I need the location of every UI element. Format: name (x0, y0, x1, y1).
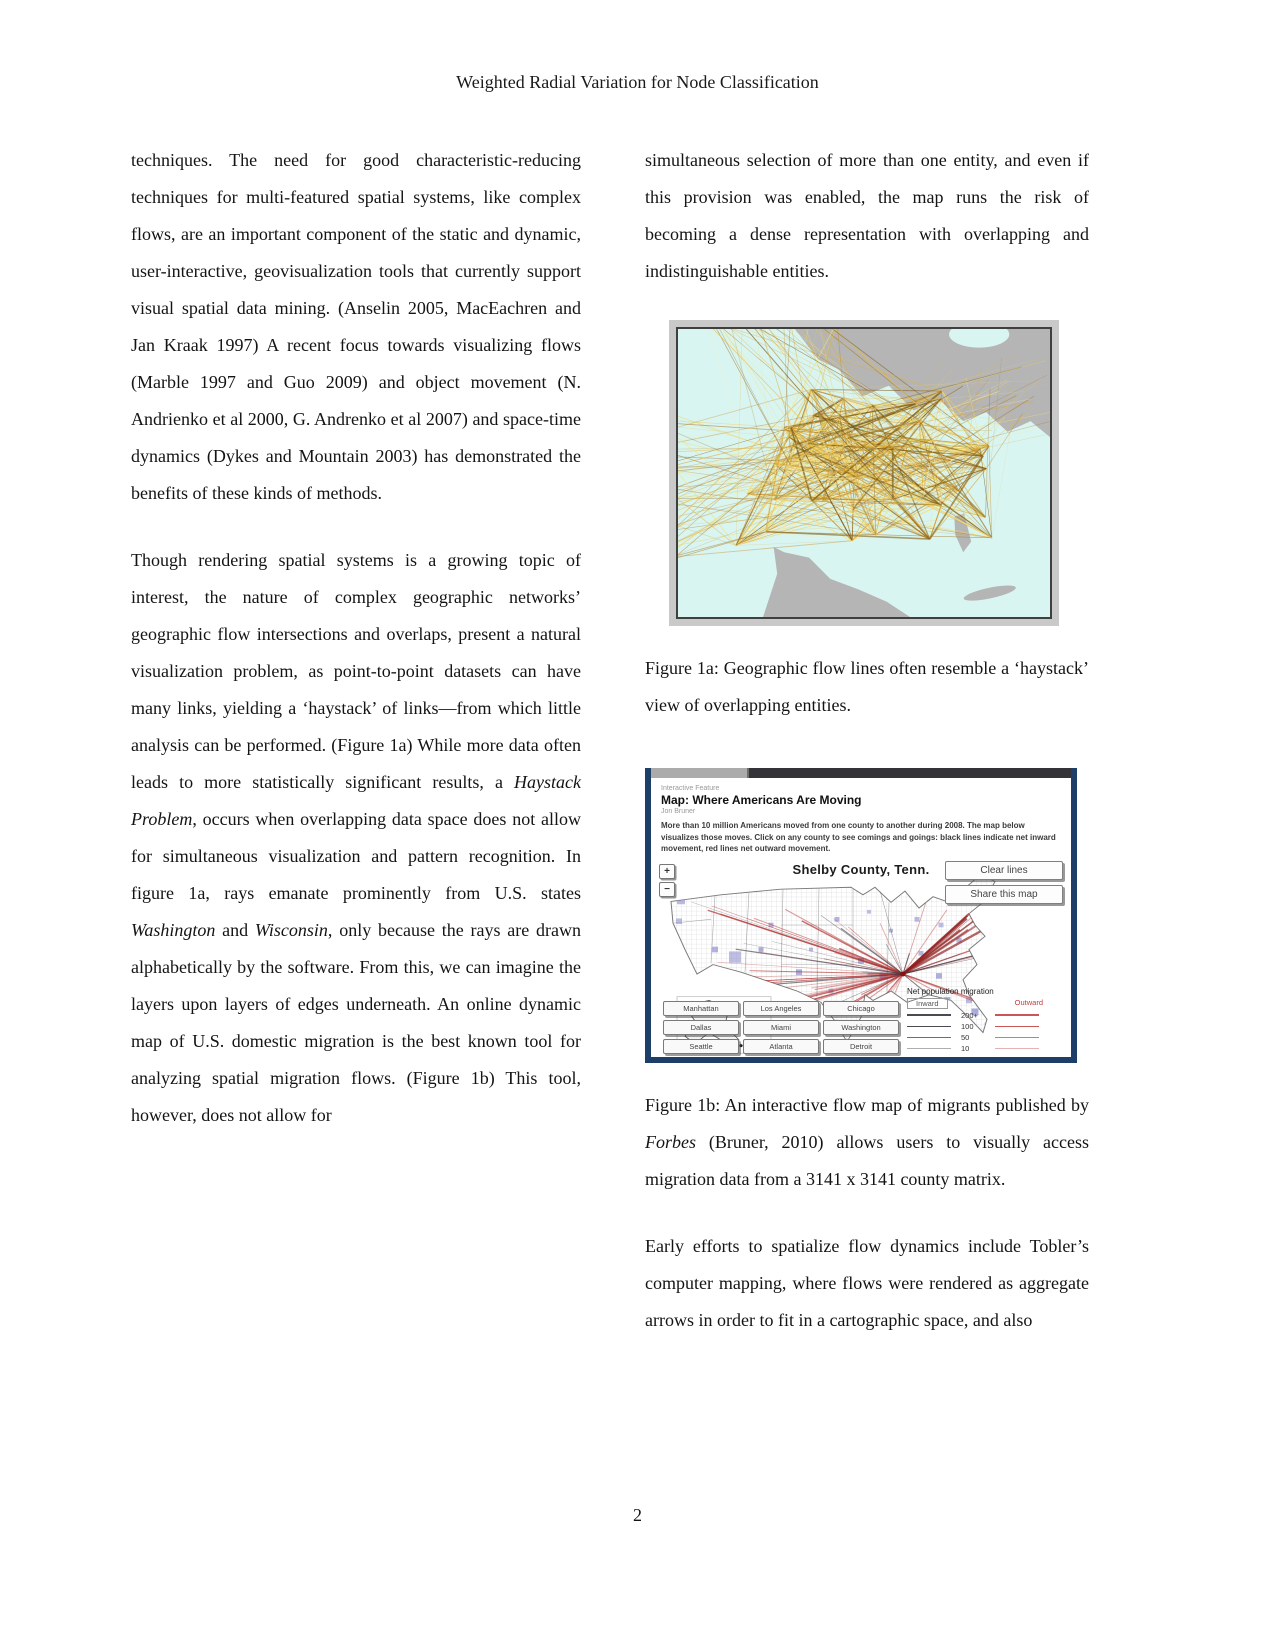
figure-1b-map-title: Shelby County, Tenn. (792, 861, 930, 877)
scrollbar-thumb (651, 768, 749, 778)
figure-1b-byline: Jon Bruner (661, 808, 696, 815)
right-column (645, 142, 1089, 1369)
legend-value: 100 (961, 1021, 974, 1031)
legend-value: 200+ (961, 1010, 978, 1020)
inward-line-swatch (907, 1026, 951, 1027)
share-this-map-button: Share this map (945, 885, 1063, 904)
legend-direction-labels (907, 998, 1057, 1009)
city-shortcut-buttons (663, 1001, 899, 1054)
city-button-dallas: Dallas (663, 1020, 739, 1035)
legend-row (907, 1033, 1057, 1042)
legend-row (907, 1011, 1057, 1020)
zoom-in-button: + (659, 864, 675, 879)
legend-row (907, 1044, 1057, 1053)
city-button-atlanta: Atlanta (743, 1039, 819, 1054)
zoom-controls (659, 864, 675, 900)
legend-inward-label: Inward (907, 998, 948, 1009)
figure-1a-frame (669, 320, 1059, 626)
city-button-manhattan: Manhattan (663, 1001, 739, 1016)
figure-1b-intro-text: More than 10 million Americans moved from one county to another during 2008. The map below visualizes those moves. Click on any county to see comings and goings: black lines indicate net inward movement, red lines net outward movement. (661, 821, 1056, 854)
city-button-chicago: Chicago (823, 1001, 899, 1016)
figure-1b-kicker: Interactive Feature (661, 785, 720, 792)
city-button-miami: Miami (743, 1020, 819, 1035)
outward-line-swatch (995, 1026, 1039, 1027)
figure-1a-caption: Figure 1a: Geographic flow lines often resemble a ‘haystack’ view of overlapping entities. (645, 658, 1089, 715)
figure-1b-scrollbar-artifact (651, 768, 1071, 778)
figure-1b-article-title: Map: Where Americans Are Moving (661, 793, 862, 807)
figure-1a (645, 320, 1089, 626)
figure-1b-map-area (651, 859, 1071, 1057)
paragraph-simultaneous: simultaneous selection of more than one entity, and even if this provision was enabled, the map runs the risk of becoming a dense representation with overlapping and indistinguishable entities. (645, 150, 1089, 281)
city-button-los-angeles: Los Angeles (743, 1001, 819, 1016)
outward-line-swatch (995, 1037, 1039, 1038)
legend-value: 10 (961, 1043, 970, 1053)
paragraph-early-efforts: Early efforts to spatialize flow dynamics include Tobler’s computer mapping, where flows were rendered as aggregate arrows in order to fit in a cartographic space, and also (645, 1235, 1089, 1330)
inward-line-swatch (907, 1037, 951, 1038)
left-column (131, 142, 581, 1369)
migration-legend (907, 987, 1057, 1055)
outward-line-swatch (995, 1048, 1039, 1049)
zoom-out-button: − (659, 882, 675, 897)
legend-title: Net population migration (907, 986, 994, 996)
legend-row (907, 1022, 1057, 1031)
outward-line-swatch (995, 1014, 1039, 1016)
paragraph-haystack: Though rendering spatial systems is a growing topic of interest, the nature of complex geographic networks’ geographic flow intersections and overlaps, present a natural visualization problem, as point-to-point datasets can have many links, yielding a ‘haystack’ of links—from which little analysis can be performed. (Figure 1a) While more data often leads to more statistically significant results, a Haystack Problem, occurs when overlapping data space does not allow for simultaneous visualization and pattern recognition. In figure 1a, rays emanate prominently from U.S. states Washington and Wisconsin, only because the rays are drawn alphabetically by the software. From this, we can imagine the layers upon layers of edges underneath. An online dynamic map of U.S. domestic migration is the best known tool for analyzing spatial migration flows. (Figure 1b) This tool, however, does not allow for (131, 550, 581, 1125)
legend-value: 50 (961, 1032, 970, 1042)
legend-outward-label: Outward (1014, 997, 1043, 1007)
inward-line-swatch (907, 1048, 951, 1049)
two-column-layout (131, 142, 1089, 1369)
figure-1a-haystack-map (676, 327, 1052, 619)
city-button-washington: Washington (823, 1020, 899, 1035)
city-button-detroit: Detroit (823, 1039, 899, 1054)
page-number: 2 (633, 1505, 642, 1525)
figure-1b-header (651, 778, 1071, 857)
running-head: Weighted Radial Variation for Node Classification (456, 72, 819, 92)
paragraph-techniques: techniques. The need for good characteristic-reducing techniques for multi-featured spatial systems, like complex flows, are an important component of the static and dynamic, user-interactive, geovisualization tools that currently support visual spatial data mining. (Anselin 2005, MacEachren and Jan Kraak 1997) A recent focus towards visualizing flows (Marble 1997 and Guo 2009) and object movement (N. Andrienko et al 2000, G. Andrenko et al 2007) and space-time dynamics (Dykes and Mountain 2003) has demonstrated the benefits of these kinds of methods. (131, 150, 581, 503)
figure-1b (645, 768, 1077, 1063)
clear-lines-button: Clear lines (945, 861, 1063, 880)
inward-line-swatch (907, 1014, 951, 1016)
figure-1b-screenshot (651, 778, 1071, 1057)
figure-1b-caption: Figure 1b: An interactive flow map of migrants published by Forbes (Bruner, 2010) allows users to visually access migration data from a 3141 x 3141 county matrix. (645, 1094, 1089, 1189)
city-button-seattle: Seattle (663, 1039, 739, 1054)
